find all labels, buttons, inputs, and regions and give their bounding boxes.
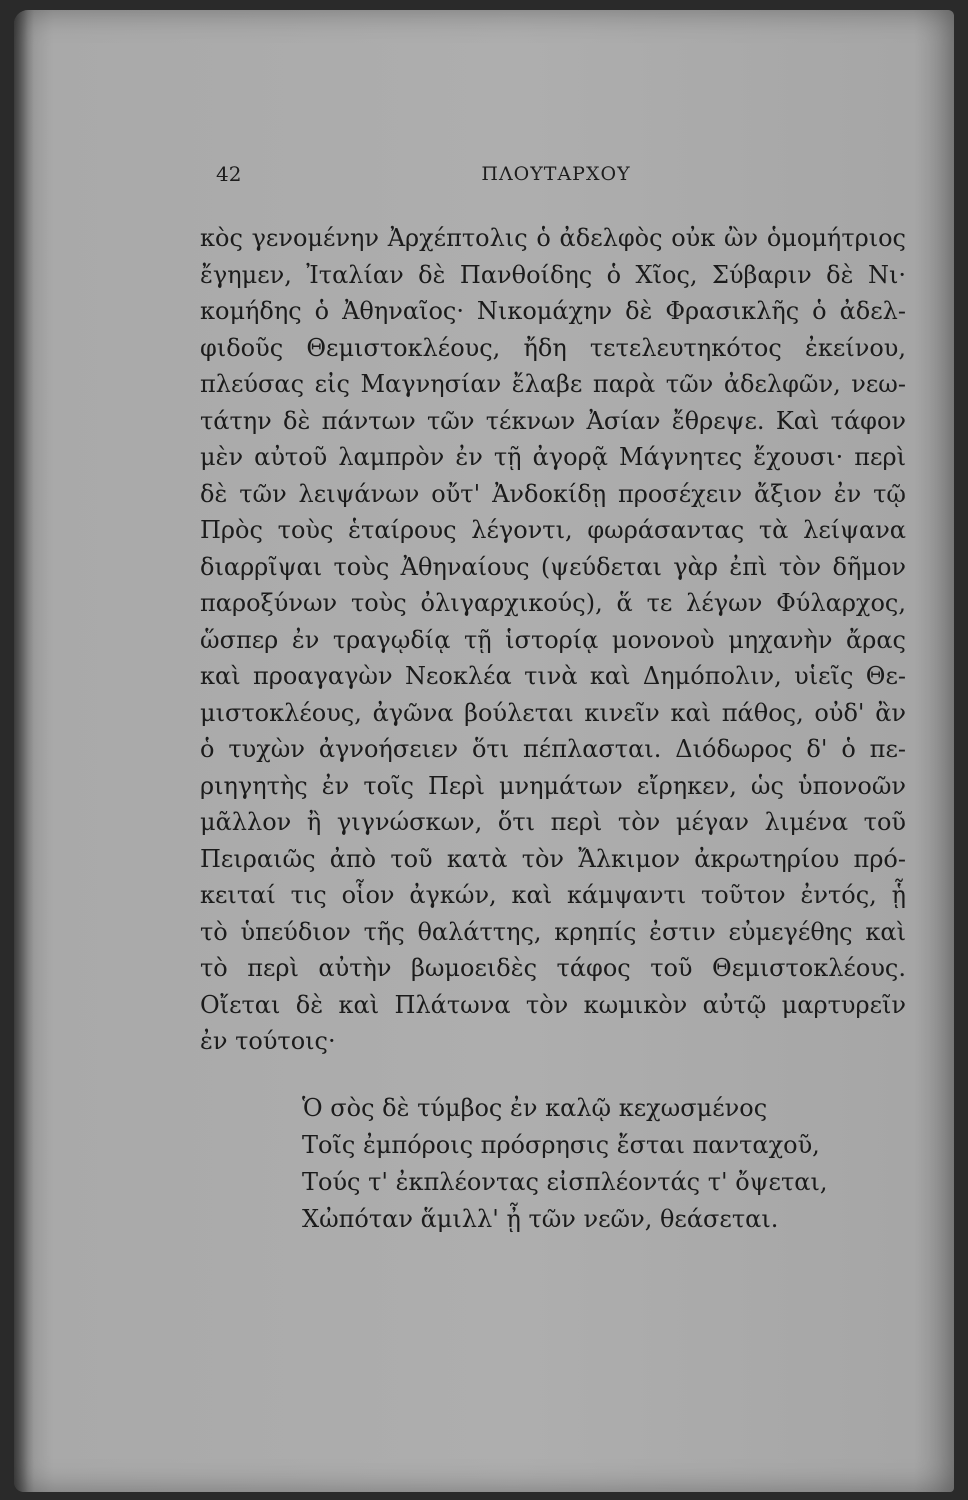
text-line: Πειραιῶς ἀπὸ τοῦ κατὰ τὸν Ἄλκιμον ἀκρωτηρίου πρό- (200, 844, 906, 873)
text-line: ἐν τούτοις· (200, 1027, 336, 1055)
text-line: δὲ τῶν λειψάνων οὔτ' Ἀνδοκίδῃ προσέχειν ἄξιον ἐν τῷ (200, 479, 906, 508)
page-header (212, 162, 900, 190)
text-line: φιδοῦς Θεμιστοκλέους, ἤδη τετελευτηκότος ἐκείνου, (200, 333, 906, 362)
text-line: ὁ τυχὼν ἀγνοήσειεν ὅτι πέπλασται. Διόδωρος δ' ὁ πε- (200, 735, 906, 763)
text-line: κὸς γενομένην Ἀρχέπτολις ὁ ἀδελφὸς οὐκ ὢν ὁμομήτριος (200, 224, 906, 252)
text-line: πλεύσας εἰς Μαγνησίαν ἔλαβε παρὰ τῶν ἀδελφῶν, νεω- (200, 370, 906, 398)
text-line: μὲν αὐτοῦ λαμπρὸν ἐν τῇ ἀγορᾷ Μάγνητες ἔχουσι· περὶ (200, 443, 906, 471)
text-line: Πρὸς τοὺς ἑταίρους λέγοντι, φωράσαντας τὰ λείψανα (200, 516, 906, 544)
verse-line: Ὁ σὸς δὲ τύμβος ἐν καλῷ κεχωσμένος (302, 1094, 768, 1122)
spine-shadow (14, 10, 34, 1492)
text-line: μᾶλλον ἢ γιγνώσκων, ὅτι περὶ τὸν μέγαν λιμένα τοῦ (200, 808, 906, 836)
text-line: κομήδης ὁ Ἀθηναῖος· Νικομάχην δὲ Φρασικλῆς ὁ ἀδελ- (200, 297, 906, 325)
text-line: τὸ περὶ αὐτὴν βωμοειδὲς τάφος τοῦ Θεμιστοκλέους. (200, 954, 906, 982)
text-line: διαρρῖψαι τοὺς Ἀθηναίους (ψεύδεται γὰρ ἐπὶ τὸν δῆμον (200, 552, 906, 581)
text-line: τὸ ὑπεύδιον τῆς θαλάττης, κρηπίς ἐστιν εὐμεγέθης καὶ (200, 917, 906, 946)
text-line: μιστοκλέους, ἀγῶνα βούλεται κινεῖν καὶ πάθος, οὐδ' ἂν (200, 698, 906, 727)
verse-line: Χὠπόταν ἅμιλλ' ᾖ τῶν νεῶν, θεάσεται. (302, 1205, 779, 1233)
text-line: τάτην δὲ πάντων τῶν τέκνων Ἀσίαν ἔθρεψε. Καὶ τάφον (200, 406, 906, 435)
text-line: ὥσπερ ἐν τραγῳδίᾳ τῇ ἱστορίᾳ μονονοὺ μηχανὴν ἄρας (200, 625, 906, 654)
verse-quotation (302, 1090, 862, 1238)
text-line: ριηγητὴς ἐν τοῖς Περὶ μνημάτων εἴρηκεν, ὡς ὑπονοῶν (200, 771, 906, 800)
verse-line: Τούς τ' ἐκπλέοντας εἰσπλέοντάς τ' ὄψεται, (302, 1168, 828, 1196)
verse-line: Τοῖς ἐμπόροις πρόσρησις ἔσται πανταχοῦ, (302, 1131, 820, 1159)
text-line: κειταί τις οἷον ἀγκών, καὶ κάμψαντι τοῦτον ἐντός, ᾗ (200, 881, 906, 909)
page-number: 42 (216, 162, 242, 186)
text-line: ἔγημεν, Ἰταλίαν δὲ Πανθοίδης ὁ Χῖος, Σύβαριν δὲ Νι· (200, 260, 906, 289)
running-title: ΠΛΟΥΤΑΡΧΟΥ (481, 163, 631, 185)
main-text (200, 220, 906, 1060)
text-line: Οἴεται δὲ καὶ Πλάτωνα τὸν κωμικὸν αὐτῷ μαρτυρεῖν (200, 990, 906, 1019)
text-line: παροξύνων τοὺς ὀλιγαρχικούς), ἅ τε λέγων Φύλαρχος, (200, 589, 906, 617)
text-line: καὶ προαγαγὼν Νεοκλέα τινὰ καὶ Δημόπολιν, υἱεῖς Θε- (200, 662, 906, 690)
